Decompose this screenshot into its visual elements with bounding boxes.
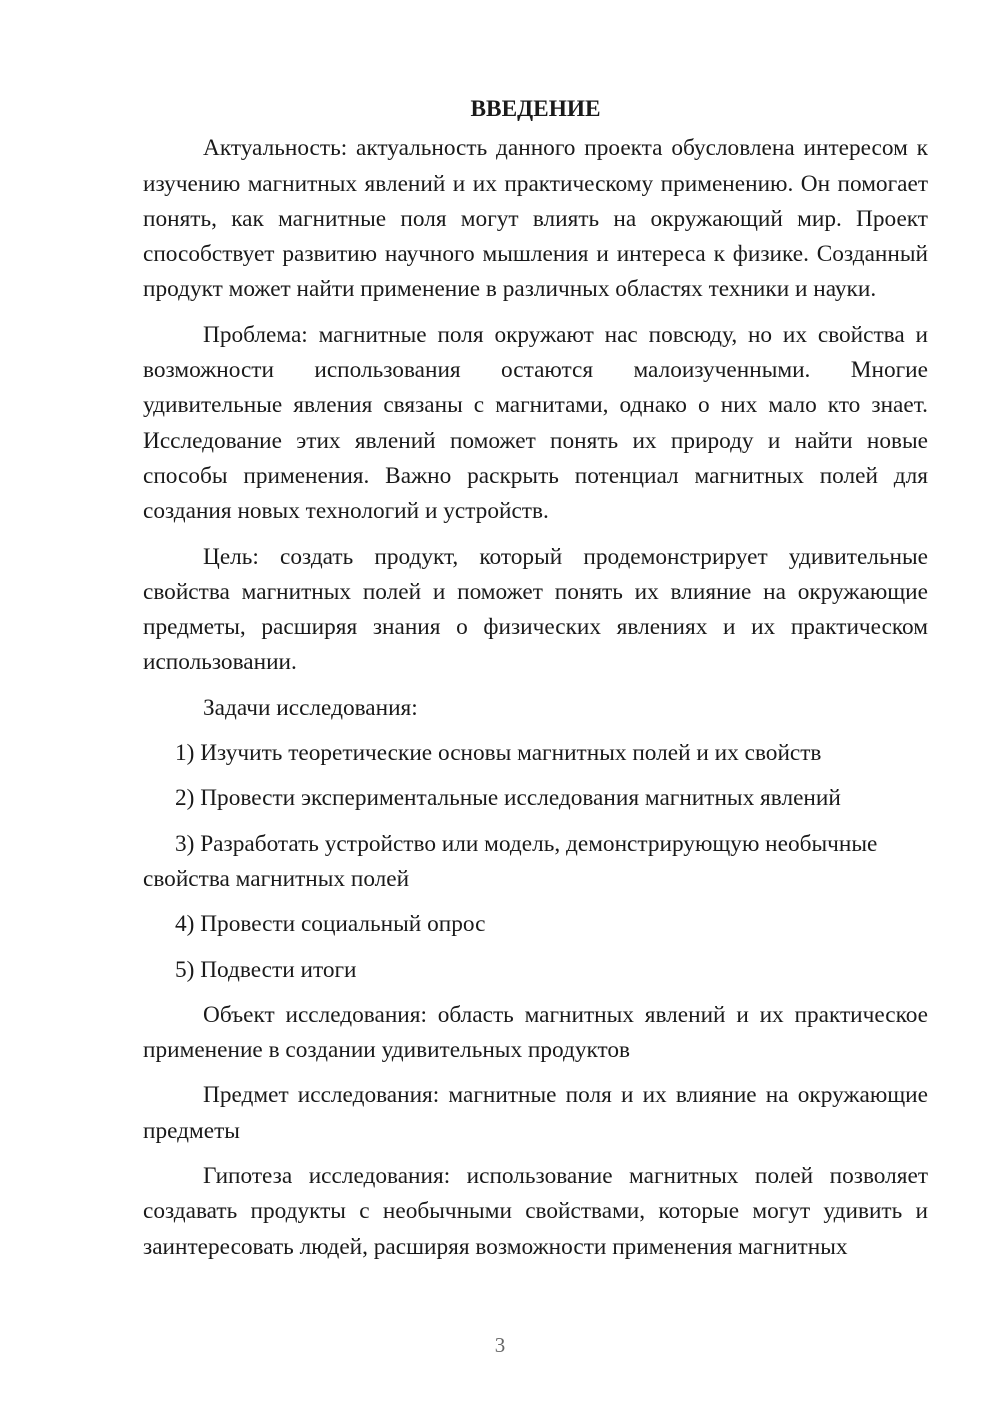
paragraph-object: Объект исследования: область магнитных явлений и их практическое применение в создании удивительных продуктов (143, 1001, 928, 1064)
task-item-1: 1) Изучить теоретические основы магнитных полей и их свойств (175, 740, 822, 767)
task-item-2: 2) Провести экспериментальные исследования магнитных явлений (175, 785, 841, 812)
task-item-4: 4) Провести социальный опрос (175, 911, 486, 938)
paragraph-relevance: Актуальность: актуальность данного проекта обусловлена интересом к изучению магнитных явлений и их практическому применению. Он помогает понять, как магнитные поля могут влиять на окружающий мир. Проект способствует развитию научного мышления и интереса к физике. Созданный продукт может найти применение в различных областях техники и науки. (143, 135, 928, 303)
paragraph-goal: Цель: создать продукт, который продемонстрирует удивительные свойства магнитных полей и поможет понять их влияние на окружающие предметы, расширяя знания о физических явлениях и их практическом использовании. (143, 543, 928, 676)
paragraph-hypothesis: Гипотеза исследования: использование магнитных полей позволяет создавать продукты с необычными свойствами, которые могут удивить и заинтересовать людей, расширяя возможности применения магнитных (143, 1163, 928, 1260)
task-item-3: 3) Разработать устройство или модель, демонстрирующую необычные свойства магнитных полей (143, 830, 878, 892)
page-content (143, 92, 928, 1275)
task-item-5: 5) Подвести итоги (175, 956, 357, 983)
section-heading: ВВЕДЕНИЕ (470, 96, 601, 122)
tasks-title: Задачи исследования: (203, 694, 418, 721)
paragraph-subject: Предмет исследования: магнитные поля и их влияние на окружающие предметы (143, 1082, 928, 1144)
page-number: 3 (494, 1333, 506, 1357)
paragraph-problem: Проблема: магнитные поля окружают нас повсюду, но их свойства и возможности использования остаются малоизученными. Многие удивительные явления связаны с магнитами, однако о них мало кто знает. Исследование этих явлений поможет понять их природу и найти новые способы применения. Важно раскрыть потенциал магнитных полей для создания новых технологий и устройств. (143, 321, 928, 525)
